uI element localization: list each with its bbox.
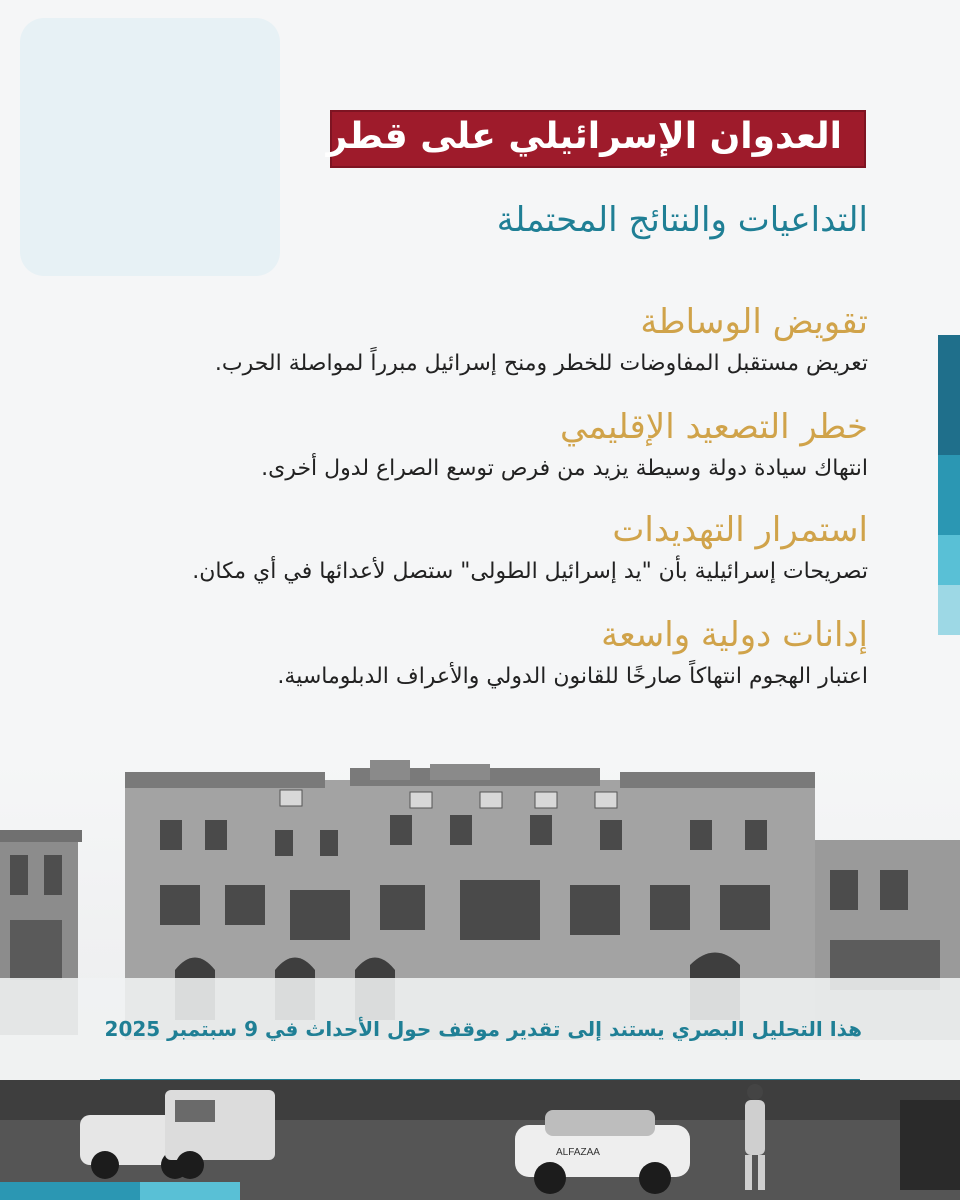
decorative-panel [20,18,280,276]
section-threats [78,508,868,588]
page-title: العدوان الإسرائيلي على قطر [326,116,842,157]
divider [100,1079,860,1080]
section-heading: خطر التصعيد الإقليمي [560,407,868,447]
decorative-side-bars [938,335,960,635]
section-text: تصريحات إسرائيلية بأن "يد إسرائيل الطولى" ستصل لأعدائها في أي مكان. [192,559,868,584]
section-escalation [78,405,868,485]
section-heading: إدانات دولية واسعة [601,615,868,655]
decorative-stripe [0,1182,140,1200]
title-banner [326,110,866,168]
section-condemnations [78,613,868,693]
section-text: انتهاك سيادة دولة وسيطة يزيد من فرص توسع الصراع لدول أخرى. [261,456,868,481]
section-heading: تقويض الوساطة [640,302,868,342]
section-text: اعتبار الهجوم انتهاكاً صارخًا للقانون الدولي والأعراف الدبلوماسية. [277,664,868,689]
section-heading: استمرار التهديدات [612,510,868,550]
footnote-text: هذا التحليل البصري يستند إلى تقدير موقف حول الأحداث في 9 سبتمبر 2025 [104,1017,862,1041]
car-logo-text: ALFAZAA [556,1147,600,1158]
decorative-stripe [140,1182,240,1200]
page-subtitle: التداعيات والنتائج المحتملة [496,200,868,240]
section-mediation [78,300,868,380]
section-text: تعريض مستقبل المفاوضات للخطر ومنح إسرائيل مبرراً لمواصلة الحرب. [214,351,868,376]
